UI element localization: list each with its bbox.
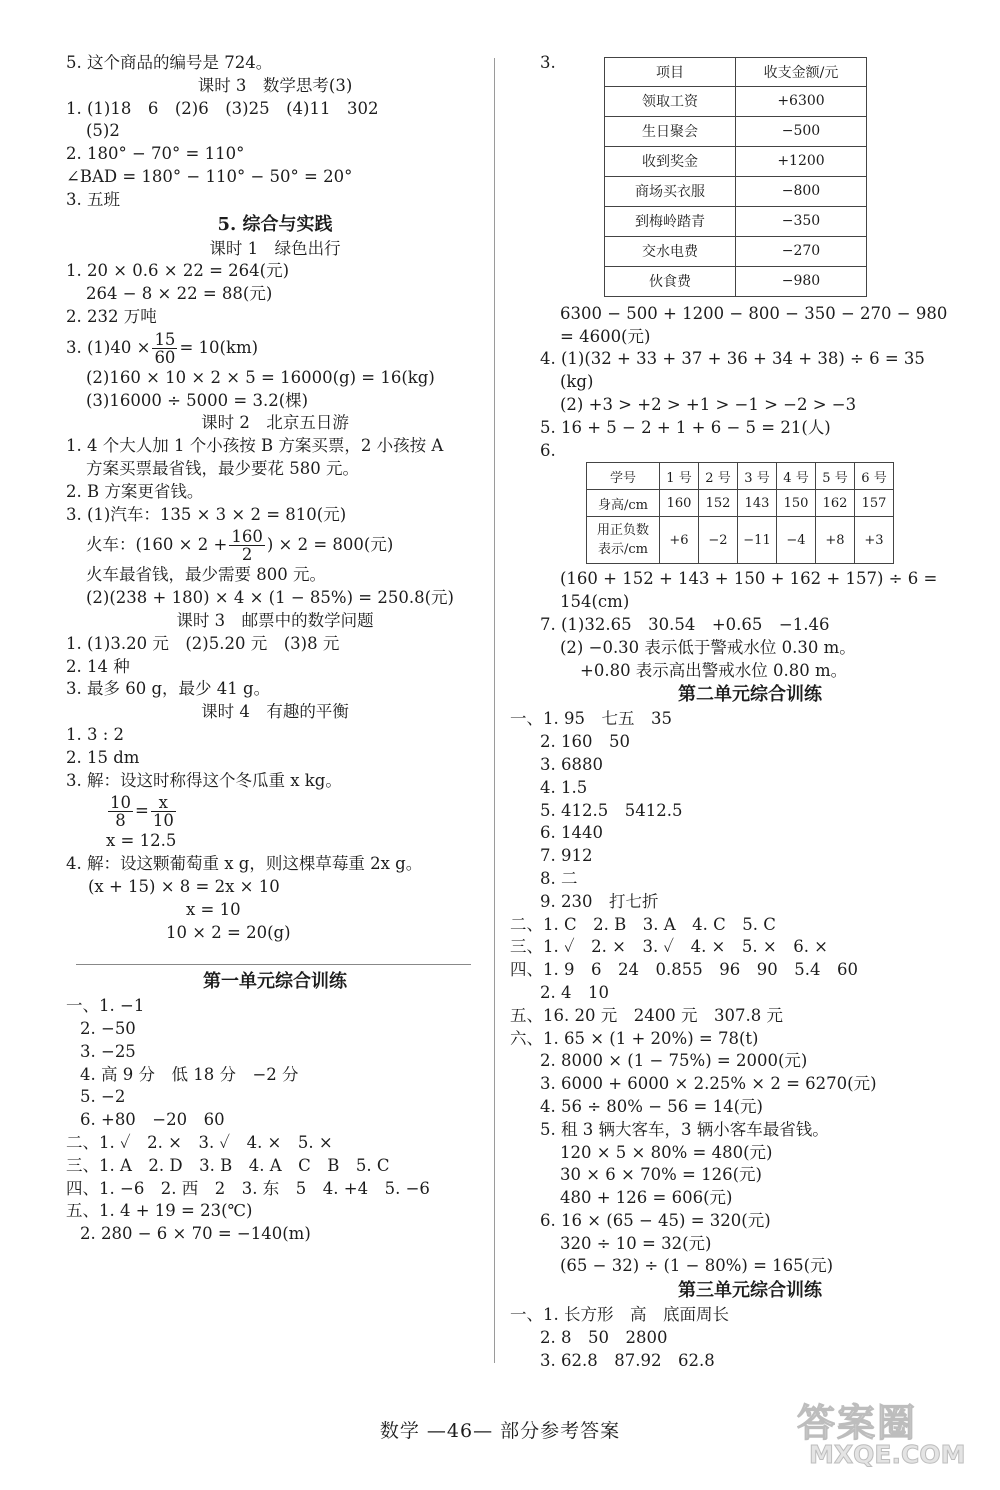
table-row <box>605 146 867 176</box>
section-heading: 第一单元综合训练 <box>203 971 347 993</box>
answer-line: 2. B 方案更省钱。 <box>66 481 204 501</box>
answer-line: 5. 16 + 5 − 2 + 1 + 6 − 5 = 21(人) <box>540 417 831 437</box>
table-header-cell: 项目 <box>605 57 736 86</box>
table-cell: 生日聚会 <box>605 116 736 146</box>
answer-line: 8. 二 <box>540 868 578 888</box>
answer-line: x = 12.5 <box>106 831 177 851</box>
expr-part: ) × 2 = 800(元) <box>266 535 394 555</box>
answer-line: 9. 230 打七折 <box>540 891 659 911</box>
numerator: 15 <box>154 329 176 349</box>
table-header-cell: 4 号 <box>777 463 816 490</box>
table-header-cell: 2 号 <box>699 463 738 490</box>
table-row <box>605 116 867 146</box>
answer-line: (5)2 <box>86 121 120 141</box>
answer-line: 2. 232 万吨 <box>66 306 157 326</box>
row-label: 用正负数 <box>596 523 649 539</box>
height-table <box>586 462 894 564</box>
table-cell: −4 <box>777 517 816 564</box>
lesson-heading: 课时 2 北京五日游 <box>201 413 349 433</box>
lesson-heading: 课时 3 邮票中的数学问题 <box>176 610 374 630</box>
table-cell: +6 <box>660 517 699 564</box>
table-row <box>587 517 894 564</box>
answer-line: 三、1. A 2. D 3. B 4. A C B 5. C <box>66 1155 390 1175</box>
answer-line: 6. 1440 <box>540 823 603 843</box>
watermark-logo <box>797 1392 972 1472</box>
table-cell: +6300 <box>736 86 867 116</box>
answer-line-fraction <box>66 329 484 367</box>
table-header-cell: 6 号 <box>855 463 894 490</box>
answer-line: 5. 租 3 辆大客车，3 辆小客车最省钱。 <box>540 1119 829 1139</box>
denominator: 60 <box>154 347 176 367</box>
numerator: 160 <box>231 527 263 547</box>
lesson-heading: 课时 1 绿色出行 <box>209 238 341 258</box>
answer-line: 2. 15 dm <box>66 747 140 767</box>
answer-line: 264 − 8 × 22 = 88(元) <box>86 284 273 304</box>
table-row <box>605 236 867 266</box>
answer-line: 五、1. 4 + 19 = 23(℃) <box>66 1201 253 1221</box>
answer-line: 10 × 2 = 20(g) <box>166 922 291 942</box>
answer-line: 2. 8 50 2800 <box>540 1328 668 1348</box>
fraction <box>229 528 265 563</box>
answer-line: 2. 180° − 70° = 110° <box>66 144 245 164</box>
fraction <box>108 794 133 829</box>
table-header-cell: 收支金额/元 <box>736 57 867 86</box>
answer-line: 二、1. ✓ 2. × 3. ✓ 4. × 5. × <box>66 1133 333 1153</box>
answer-line-fraction <box>66 526 484 564</box>
answer-line: 方案买票最省钱，最少要花 580 元。 <box>86 458 359 478</box>
table-row <box>605 86 867 116</box>
answer-line: 三、1. ✓ 2. × 3. ✓ 4. × 5. × 6. × <box>510 937 829 957</box>
answer-line: 火车最省钱，最少需要 800 元。 <box>86 565 326 585</box>
answer-line: 2. 280 − 6 × 70 = −140(m) <box>80 1224 311 1244</box>
answer-line: 4. 56 ÷ 80% − 56 = 14(元) <box>540 1096 763 1116</box>
table-cell <box>587 517 660 564</box>
answer-line: (2) +3 > +2 > +1 > −1 > −2 > −3 <box>560 394 857 414</box>
answer-line: 4. 解：设这颗葡萄重 x g，则这棵草莓重 2x g。 <box>66 854 423 874</box>
answer-line: ∠BAD = 180° − 110° − 50° = 20° <box>66 166 353 186</box>
answer-line: 4. 1.5 <box>540 777 588 797</box>
table-cell: 领取工资 <box>605 86 736 116</box>
table-header-cell: 1 号 <box>660 463 699 490</box>
lesson-heading: 课时 4 有趣的平衡 <box>201 702 349 722</box>
page-footer: 数学 —46— 部分参考答案 <box>379 1420 621 1442</box>
numerator: 10 <box>110 793 131 813</box>
right-column <box>510 52 960 1373</box>
answer-line: 1. (1)18 6 (2)6 (3)25 (4)11 302 <box>66 98 379 118</box>
answer-line: 2. 14 种 <box>66 656 130 676</box>
table-cell: −500 <box>736 116 867 146</box>
table-cell: −2 <box>699 517 738 564</box>
equals-sign: = <box>135 801 149 821</box>
answer-line: (160 + 152 + 143 + 150 + 162 + 157) ÷ 6 = <box>560 569 938 589</box>
table-cell: 交水电费 <box>605 236 736 266</box>
section-heading: 5. 综合与实践 <box>217 213 333 235</box>
table-cell: 收到奖金 <box>605 146 736 176</box>
fraction <box>152 331 177 366</box>
answer-line: 一、1. −1 <box>66 996 145 1016</box>
income-expense-table <box>604 57 867 297</box>
answer-line: 4. 高 9 分 低 18 分 −2 分 <box>80 1064 299 1084</box>
watermark-text: 答案圈 <box>797 1400 918 1445</box>
table-cell: 143 <box>738 490 777 517</box>
answer-line: 6300 − 500 + 1200 − 800 − 350 − 270 − 980 <box>560 303 948 323</box>
table-row <box>605 176 867 206</box>
answer-line: 六、1. 65 × (1 + 20%) = 78(t) <box>510 1028 759 1048</box>
denominator: 2 <box>241 545 253 565</box>
answer-line: 3. <box>540 53 556 72</box>
left-column <box>66 52 484 1246</box>
answer-line: 五、16. 20 元 2400 元 307.8 元 <box>510 1005 783 1025</box>
table-cell: 伙食费 <box>605 266 736 296</box>
expr-part: 火车：(160 × 2 + <box>86 535 228 555</box>
row-label: 表示/cm <box>598 542 648 558</box>
answer-line: 1. 4 个大人加 1 个小孩按 B 方案买票，2 小孩按 A <box>66 436 444 456</box>
section-heading: 第二单元综合训练 <box>678 684 822 706</box>
expr-part: = 10(km) <box>179 337 259 357</box>
table-header-row <box>605 57 867 86</box>
answer-line: 3. 最多 60 g，最少 41 g。 <box>66 679 271 699</box>
answer-line: 3. −25 <box>80 1041 136 1061</box>
table-row <box>587 490 894 517</box>
answer-line: (65 − 32) ÷ (1 − 80%) = 165(元) <box>560 1256 834 1276</box>
answer-line: 2. 160 50 <box>540 732 630 752</box>
answer-line: 1. 20 × 0.6 × 22 = 264(元) <box>66 261 290 281</box>
answer-line: 480 + 126 = 606(元) <box>560 1188 733 1208</box>
answer-line: (2) −0.30 表示低于警戒水位 0.30 m。 <box>560 637 856 657</box>
table-cell: 商场买衣服 <box>605 176 736 206</box>
numerator: x <box>151 794 176 812</box>
answer-line: 3. 6880 <box>540 754 603 774</box>
answer-line-fraction <box>66 792 484 830</box>
table-header-cell: 学号 <box>587 463 660 490</box>
section-rule <box>76 964 471 965</box>
table-cell: +3 <box>855 517 894 564</box>
answer-line: (2)160 × 10 × 2 × 5 = 16000(g) = 16(kg) <box>86 367 435 387</box>
watermark-url: MXQE.COM <box>809 1440 966 1469</box>
answer-line: 6. 16 × (65 − 45) = 320(元) <box>540 1210 771 1230</box>
answer-line: 154(cm) <box>560 592 630 612</box>
answer-line: 7. (1)32.65 30.54 +0.65 −1.46 <box>540 614 830 634</box>
answer-line: 5. −2 <box>80 1087 126 1107</box>
answer-line: (2)(238 + 180) × 4 × (1 − 85%) = 250.8(元) <box>86 588 454 608</box>
answer-line: 2. −50 <box>80 1019 136 1039</box>
answer-line: 四、1. −6 2. 西 2 3. 东 5 4. +4 5. −6 <box>66 1178 430 1198</box>
answer-line: 5. 这个商品的编号是 724。 <box>66 53 273 72</box>
answer-line: 30 × 6 × 70% = 126(元) <box>560 1165 762 1185</box>
table-cell: 身高/cm <box>587 490 660 517</box>
table-cell: 160 <box>660 490 699 517</box>
fraction <box>151 794 176 829</box>
lesson-heading: 课时 3 数学思考(3) <box>197 75 353 95</box>
column-divider <box>494 58 495 1363</box>
answer-line: 6. <box>540 440 556 460</box>
table-cell: −11 <box>738 517 777 564</box>
expr-part: 3. (1)40 × <box>66 337 151 357</box>
answer-line: 四、1. 9 6 24 0.855 96 90 5.4 60 <box>510 960 858 980</box>
table-cell: −800 <box>736 176 867 206</box>
table-cell: 162 <box>816 490 855 517</box>
answer-line: 2. 4 10 <box>540 982 609 1002</box>
table-cell: +1200 <box>736 146 867 176</box>
table-header-cell: 5 号 <box>816 463 855 490</box>
answer-line: 4. (1)(32 + 33 + 37 + 36 + 34 + 38) ÷ 6 = 35 <box>540 349 925 369</box>
section-heading: 第三单元综合训练 <box>678 1280 822 1302</box>
table-cell: −270 <box>736 236 867 266</box>
answer-line: +0.80 表示高出警戒水位 0.80 m。 <box>580 660 848 680</box>
answer-line: 一、1. 95 七五 35 <box>510 709 672 729</box>
table-row <box>605 206 867 236</box>
answer-line: 3. 62.8 87.92 62.8 <box>540 1350 715 1370</box>
answer-line: 120 × 5 × 80% = 480(元) <box>560 1142 773 1162</box>
table-cell: 152 <box>699 490 738 517</box>
answer-line: 3. 解：设这时称得这个冬瓜重 x kg。 <box>66 770 342 790</box>
answer-line: (x + 15) × 8 = 2x × 10 <box>88 876 280 896</box>
denominator: 8 <box>115 811 126 831</box>
table-row <box>605 266 867 296</box>
table-cell: 到梅岭踏青 <box>605 206 736 236</box>
answer-line: 3. 五班 <box>66 189 120 209</box>
answer-line: 3. (1)汽车：135 × 3 × 2 = 810(元) <box>66 504 347 524</box>
answer-line: = 4600(元) <box>560 326 651 346</box>
answer-line: 2. 8000 × (1 − 75%) = 2000(元) <box>540 1051 808 1071</box>
answer-line: 7. 912 <box>540 846 593 866</box>
answer-line: x = 10 <box>186 899 241 919</box>
answer-line: 1. 3 : 2 <box>66 724 125 744</box>
answer-line: (kg) <box>560 372 594 392</box>
answer-line: (3)16000 ÷ 5000 = 3.2(棵) <box>86 390 309 410</box>
table-cell: −980 <box>736 266 867 296</box>
table-cell: −350 <box>736 206 867 236</box>
table-row <box>587 463 894 490</box>
answer-line: 一、1. 长方形 高 底面周长 <box>510 1305 729 1325</box>
answer-line: 1. (1)3.20 元 (2)5.20 元 (3)8 元 <box>66 633 340 653</box>
answer-line: 3. 6000 + 6000 × 2.25% × 2 = 6270(元) <box>540 1074 877 1094</box>
answer-line: 320 ÷ 10 = 32(元) <box>560 1233 712 1253</box>
answer-line: 二、1. C 2. B 3. A 4. C 5. C <box>510 914 776 934</box>
denominator: 10 <box>152 811 174 831</box>
table-cell: 157 <box>855 490 894 517</box>
table-cell: 150 <box>777 490 816 517</box>
table-header-cell: 3 号 <box>738 463 777 490</box>
answer-line: 6. +80 −20 60 <box>80 1110 225 1130</box>
answer-line: 5. 412.5 5412.5 <box>540 800 683 820</box>
table-cell: +8 <box>816 517 855 564</box>
